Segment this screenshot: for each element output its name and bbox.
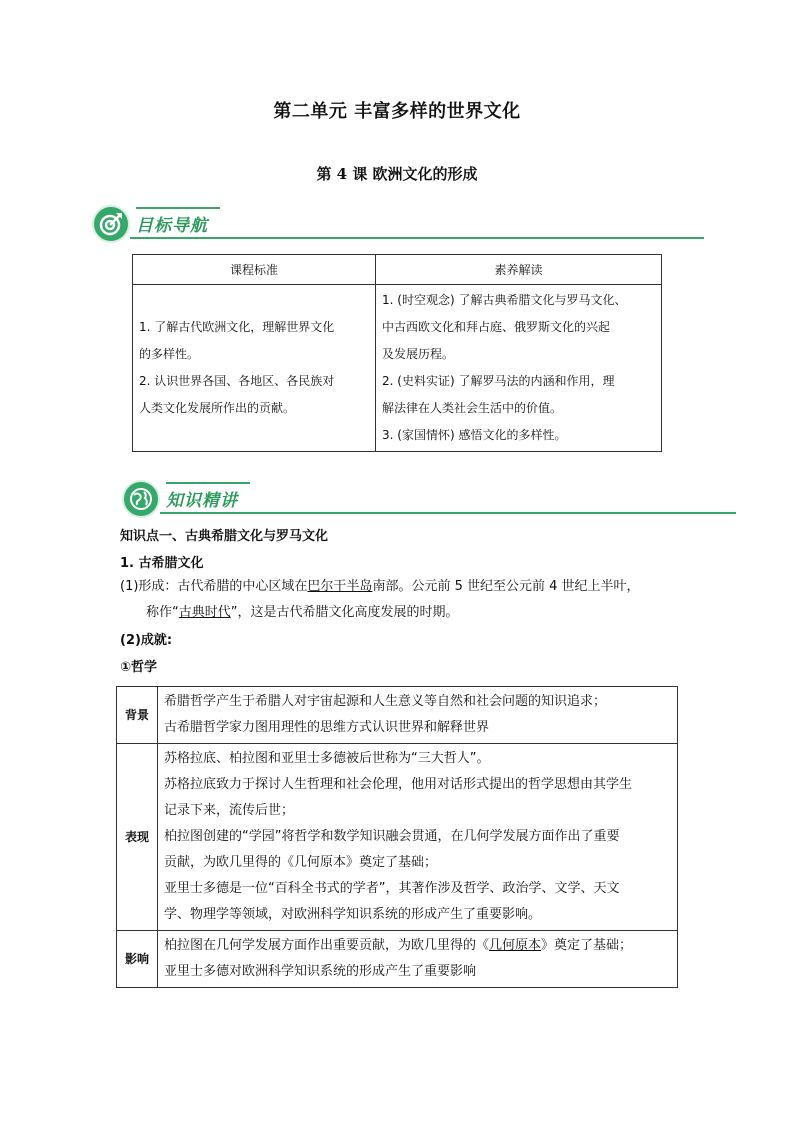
literacy-line: 3. (家国情怀) 感悟文化的多样性。 <box>382 428 567 442</box>
standards-col1-cell <box>133 285 376 452</box>
table-line: 柏拉图创建的“学园”将哲学和数学知识融会贯通，在几何学发展方面作出了重要 <box>164 829 620 844</box>
table-line: 苏格拉底致力于探讨人生哲理和社会伦理，他用对话形式提出的哲学思想由其学生 <box>164 777 633 792</box>
row-head-background: 背景 <box>117 687 158 744</box>
table-line: 苏格拉底、柏拉图和亚里士多德被后世称为“三大哲人”。 <box>164 751 490 766</box>
literacy-line: 2. (史料实证) 了解罗马法的内涵和作用，理 <box>382 374 615 388</box>
formation-line2-rest: ”，这是古代希腊文化高度发展的时期。 <box>230 605 459 620</box>
philosophy-table <box>116 686 678 988</box>
formation-rest: 南部。公元前 5 世纪至公元前 4 世纪上半叶， <box>372 579 640 594</box>
balkan-peninsula-term: 巴尔干半岛 <box>307 579 373 594</box>
table-line: 记录下来，流传后世； <box>164 803 295 818</box>
standards-line: 人类文化发展所作出的贡献。 <box>139 401 296 415</box>
philosophy-heading: ①哲学 <box>120 660 158 675</box>
banner-underline <box>160 512 736 514</box>
row-body-performance <box>158 744 678 931</box>
formation-line2-prefix: 称作“ <box>146 605 179 620</box>
literacy-line: 及发展历程。 <box>382 347 455 361</box>
row-head-influence: 影响 <box>117 931 158 988</box>
standards-header-col2: 素养解读 <box>376 255 662 285</box>
table-row <box>117 931 678 988</box>
knowledge-point-title: 知识点一、古典希腊文化与罗马文化 <box>120 529 329 544</box>
table-row <box>117 687 678 744</box>
literacy-line: 1. (时空观念) 了解古典希腊文化与罗马文化、 <box>382 293 627 307</box>
row-body-influence <box>158 931 678 988</box>
subsection-title: 1. 古希腊文化 <box>120 556 204 571</box>
classical-era-term: 古典时代 <box>178 605 231 620</box>
banner-topline <box>136 207 220 209</box>
section-label-knowledge: 知识精讲 <box>166 491 238 511</box>
table-line: 学、物理学等领域，对欧洲科学知识系统的形成产生了重要影响。 <box>164 907 542 922</box>
target-arrow-icon <box>92 205 130 243</box>
globe-icon <box>122 480 160 518</box>
literacy-line: 解法律在人类社会生活中的价值。 <box>382 401 563 415</box>
banner-topline <box>166 482 250 484</box>
table-line <box>164 933 671 959</box>
influence-rest: 》奠定了基础； <box>541 938 633 953</box>
section-label-goals: 目标导航 <box>136 216 208 236</box>
table-line: 亚里士多德是一位“百科全书式的学者”，其著作涉及哲学、政治学、文学、天文 <box>164 881 620 896</box>
literacy-line: 中古西欧文化和拜占庭、俄罗斯文化的兴起 <box>382 320 611 334</box>
table-row <box>117 744 678 931</box>
table-line: 古希腊哲学家力图用理性的思维方式认识世界和解释世界 <box>164 720 490 735</box>
row-head-performance: 表现 <box>117 744 158 931</box>
standards-header-col1: 课程标准 <box>133 255 376 285</box>
table-line: 贡献，为欧几里得的《几何原本》奠定了基础； <box>164 855 438 870</box>
unit-title: 第二单元 丰富多样的世界文化 <box>273 101 521 122</box>
formation-prefix: (1)形成：古代希腊的中心区域在 <box>120 579 308 594</box>
standards-col2-cell <box>376 285 662 452</box>
table-line: 希腊哲学产生于希腊人对宇宙起源和人生意义等自然和社会问题的知识追求； <box>164 694 607 709</box>
standards-line: 1. 了解古代欧洲文化，理解世界文化 <box>139 320 335 334</box>
standards-table <box>132 254 662 452</box>
row-body-background <box>158 687 678 744</box>
section-banner-knowledge <box>122 480 736 520</box>
banner-underline <box>130 237 704 239</box>
standards-line: 2. 认识世界各国、各地区、各民族对 <box>139 374 335 388</box>
influence-prefix: 柏拉图在几何学发展方面作出重要贡献，为欧几里得的《 <box>164 938 490 953</box>
section-banner-goals <box>92 205 704 245</box>
table-line: 亚里士多德对欧洲科学知识系统的形成产生了重要影响 <box>164 964 477 979</box>
standards-line: 的多样性。 <box>139 347 200 361</box>
elements-book-term: 几何原本 <box>489 938 542 953</box>
achievements-heading: (2)成就: <box>120 633 173 648</box>
formation-line-1 <box>120 574 680 600</box>
formation-line-2 <box>146 600 706 626</box>
lesson-title: 第 4 课 欧洲文化的形成 <box>316 165 478 183</box>
